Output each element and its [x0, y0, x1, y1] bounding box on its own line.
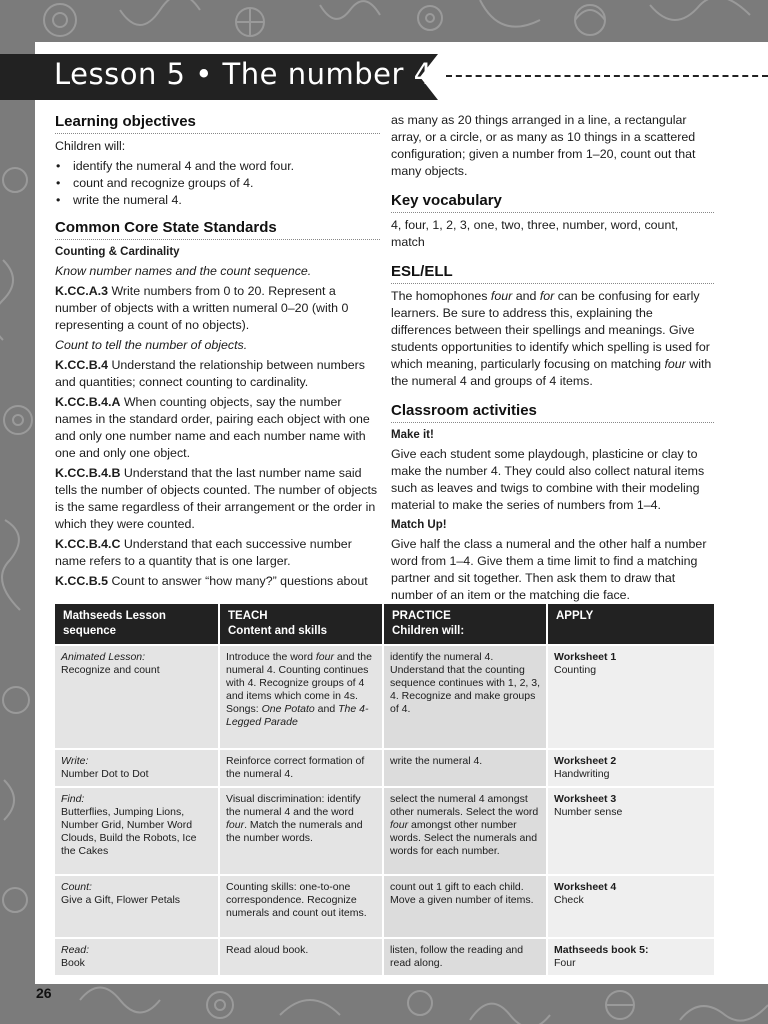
vocabulary-text: 4, four, 1, 2, 3, one, two, three, number, word, count, match: [391, 218, 679, 249]
standard-item: [55, 357, 380, 391]
standard-code: K.CC.B.4.A: [55, 395, 121, 409]
activities-heading: Classroom activities: [391, 401, 714, 423]
column-header-sequence: Mathseeds Lesson sequence: [55, 604, 219, 645]
objectives-intro: Children will:: [55, 139, 126, 153]
sequence-cell: Write: Number Dot to Dot: [55, 749, 219, 787]
standard-continued-text: as many as 20 things arranged in a line, a rectangular array, or a circle, or as many as 10 things in a scattered configuration; given a number from 1–20, count out that many objects.: [391, 113, 696, 178]
apply-cell: Worksheet 3 Number sense: [547, 787, 714, 875]
standard-code: K.CC.B.4.B: [55, 466, 121, 480]
objective-item: • identify the numeral 4 and the word four.: [55, 158, 380, 175]
table-row: [55, 875, 714, 938]
objective-item: • count and recognize groups of 4.: [55, 175, 380, 192]
standard-item: [55, 573, 380, 590]
practice-cell: select the numeral 4 amongst other numerals. Select the word four amongst other number words. Select the numerals and words for each number.: [383, 787, 547, 875]
practice-cell: identify the numeral 4. Understand that the counting sequence continues with 1, 2, 3, 4. Recognize and make groups of 4.: [383, 645, 547, 749]
activity-title: Match Up!: [391, 519, 447, 531]
activity-text: Give half the class a numeral and the other half a number word from 1–4. Give them a time limit to find a matching partner and sit together. Then ask them to draw that number of an item or the matching die face.: [391, 537, 707, 602]
table-header-row: [55, 604, 714, 645]
page-title: Lesson 5 • The number 4: [54, 57, 433, 91]
apply-cell: Worksheet 2 Handwriting: [547, 749, 714, 787]
column-header-teach: TEACH Content and skills: [219, 604, 383, 645]
standard-text: Count to answer “how many?” questions about: [108, 574, 368, 588]
title-dashed-rule: [446, 75, 768, 77]
standard-code: K.CC.A.3: [55, 284, 109, 298]
teach-cell: Counting skills: one-to-one correspondence. Recognize numerals and count out items.: [219, 875, 383, 938]
table-row: [55, 645, 714, 749]
standard-text: Understand that each successive number name refers to a quantity that is one larger.: [55, 537, 352, 568]
standard-text: Understand the relationship between numbers and quantities; connect counting to cardinality.: [55, 358, 365, 389]
sequence-cell: Read: Book: [55, 938, 219, 975]
standard-text: When counting objects, say the number names in the standard order, pairing each object with one and only one number name and each number name with one and only one object.: [55, 395, 370, 460]
column-header-apply: APPLY: [547, 604, 714, 645]
standards-italic-note: Count to tell the number of objects.: [55, 338, 248, 352]
sequence-cell: Find: Butterflies, Jumping Lions, Number Grid, Number Word Clouds, Build the Robots, Ice the Cakes: [55, 787, 219, 875]
sequence-cell: Count: Give a Gift, Flower Petals: [55, 875, 219, 938]
practice-cell: listen, follow the reading and read along.: [383, 938, 547, 975]
esl-heading: ESL/ELL: [391, 262, 714, 284]
teach-cell: Reinforce correct formation of the numeral 4.: [219, 749, 383, 787]
practice-cell: count out 1 gift to each child. Move a given number of items.: [383, 875, 547, 938]
page-number: 26: [36, 985, 52, 1001]
apply-cell: Worksheet 1 Counting: [547, 645, 714, 749]
teach-cell: Introduce the word four and the numeral 4. Counting continues with 4. Recognize groups of 4 and items which come in 4s. Songs: One Potato and The 4-Legged Parade: [219, 645, 383, 749]
standard-item: [55, 536, 380, 570]
activity-text: Give each student some playdough, plasticine or clay to make the number 4. They could also collect natural items such as leaves and twigs to combine with their modeling material to make the series of numbers from 1–4.: [391, 447, 705, 512]
standards-heading: Common Core State Standards: [55, 218, 380, 240]
objectives-heading: Learning objectives: [55, 112, 380, 134]
lesson-sequence-table: [55, 604, 714, 975]
sequence-cell: Animated Lesson: Recognize and count: [55, 645, 219, 749]
objectives-list: [55, 158, 380, 209]
teach-cell: Read aloud book.: [219, 938, 383, 975]
teach-cell: Visual discrimination: identify the numeral 4 and the word four. Match the numerals and the number words.: [219, 787, 383, 875]
standard-code: K.CC.B.4: [55, 358, 109, 372]
table-row: [55, 938, 714, 975]
left-column: [55, 112, 380, 593]
vocabulary-heading: Key vocabulary: [391, 191, 714, 213]
apply-cell: Mathseeds book 5: Four: [547, 938, 714, 975]
standards-subheading: Counting & Cardinality: [55, 246, 180, 258]
standard-code: K.CC.B.5: [55, 574, 109, 588]
practice-cell: write the numeral 4.: [383, 749, 547, 787]
activity-title: Make it!: [391, 429, 434, 441]
esl-text: The homophones four and for can be confusing for early learners. Be sure to address this, explaining the differences between their spellings and meanings. Give students opportunities to identify which spelling is used for which meaning, particularly focusing on matching four with the numeral 4 and groups of 4 items.: [391, 289, 712, 388]
standard-text: Write numbers from 0 to 20. Represent a number of objects with a written numeral 0–20 (with 0 representing a count of no objects).: [55, 284, 349, 332]
table-row: [55, 787, 714, 875]
standard-text: Understand that the last number name said tells the number of objects counted. The number of objects is the same regardless of their arrangement or the order in which they were counted.: [55, 466, 378, 531]
standard-item: [55, 394, 380, 462]
table-row: [55, 749, 714, 787]
right-column: [391, 112, 714, 607]
apply-cell: Worksheet 4 Check: [547, 875, 714, 938]
column-header-practice: PRACTICE Children will:: [383, 604, 547, 645]
standards-italic-note: Know number names and the count sequence.: [55, 264, 312, 278]
objective-item: • write the numeral 4.: [55, 192, 380, 209]
standard-item: [55, 465, 380, 533]
standard-code: K.CC.B.4.C: [55, 537, 121, 551]
standard-item: [55, 283, 380, 334]
